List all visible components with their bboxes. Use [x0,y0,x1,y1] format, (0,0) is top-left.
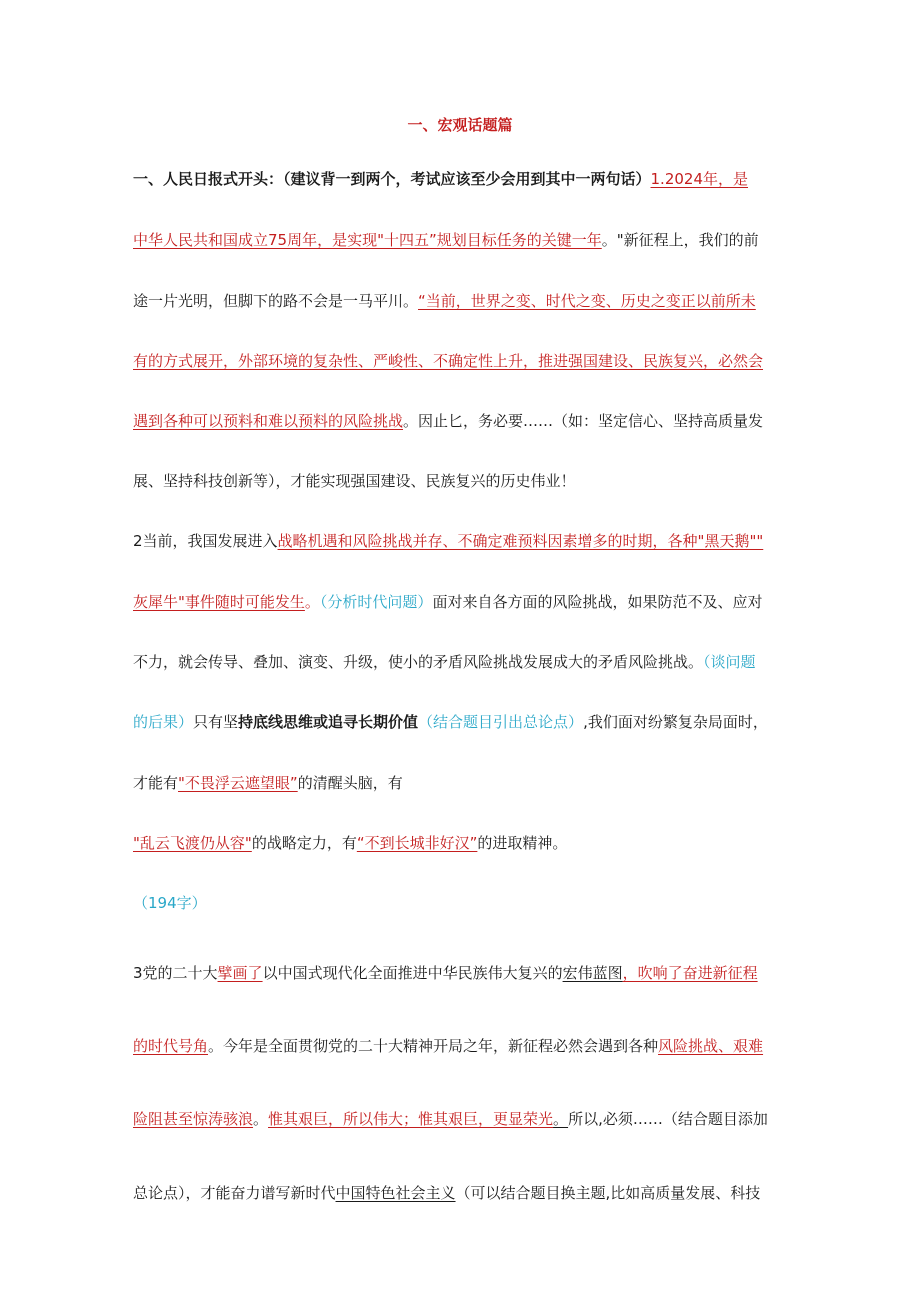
body-text: 只有坚 [193,713,239,731]
paragraph-line-17 [133,1182,793,1204]
body-text: 的进取精神。 [477,834,568,852]
heading-text: 一、人民日报式开头：（建议背一到两个，考试应该至少会用到其中一两句话） [133,170,651,188]
highlight-text: 的时代号角 [133,1037,209,1055]
paragraph-line-4 [133,350,793,372]
annotation-text: （分析时代问题） [319,593,433,611]
body-text: 的战略定力，有 [251,834,357,852]
paragraph-line-8 [133,591,793,613]
annotation-text: （194字） [133,894,207,912]
body-text: 总论点），才能奋力谱写新时代 [133,1184,336,1202]
underlined-text: 中国特色社会主义 [335,1184,456,1202]
annotation-text: 的后果） [133,713,194,731]
highlight-text: 惟其艰巨，所以伟大；惟其艰巨，更显荣光 [268,1110,554,1128]
body-text: 。今年是全面贯彻党的二十大精神开局之年，新征程必然会遇到各种 [208,1037,659,1055]
body-text: 不力，就会传导、叠加、演变、升级，使小的矛盾风险挑战发展成大的矛盾风险挑战。 [133,653,704,671]
paragraph-line-9 [133,651,793,673]
highlight-text: 战略机遇和风险挑战并存、不确定难预料因素增多的时期，各种"黑天鹅"" [277,532,764,550]
body-text: 展、坚持科技创新等），才能实现强国建设、民族复兴的历史伟业！ [133,472,576,490]
highlight-text: 中华人民共和国成立75周年，是实现"十四五”规划目标任务的关键一年 [133,231,602,249]
highlight-text: "不畏浮云遮望眼” [178,774,298,792]
annotation-text: （结合题目引出总论点） [418,713,584,731]
highlight-text: 擘画了 [217,964,263,982]
body-text: 。因止匕，务必要……（如：坚定信心、坚持高质量发 [403,412,764,430]
paragraph-line-1 [133,168,793,190]
body-text: 才能有 [133,774,179,792]
highlight-text: “不到长城非好汉” [356,834,478,852]
highlight-text: 险阻甚至惊涛骇浪 [133,1110,254,1128]
bold-text: 持底线思维或追寻长期价值 [238,713,419,731]
body-text: 途一片光明，但脚下的路不会是一马平川。 [133,292,419,310]
highlight-text: 风险挑战、艰难 [658,1037,764,1055]
body-text: 以中国式现代化全面推进中华民族伟大复兴的 [262,964,563,982]
paragraph-line-3 [133,290,793,312]
highlight-text: 有的方式展开，外部环境的复杂性、严峻性、不确定性上升，推进强国建设、民族复兴，必然会 [133,352,764,370]
highlight-text: 遇到各种可以预料和难以预料的风险挑战 [133,412,404,430]
body-text: ,我们面对纷繁复杂局面时， [583,713,768,731]
highlight-text: "乱云飞渡仍从容" [133,834,252,852]
body-text: 。 [253,1110,269,1128]
body-text: （可以结合题目换主题,比如高质量发展、科技 [455,1184,761,1202]
word-count [133,892,793,914]
paragraph-line-14 [133,962,793,984]
paragraph-line-16 [133,1108,793,1130]
paragraph-line-11 [133,772,793,794]
highlight-text: 灰犀牛"事件随时可能发生 [133,593,305,611]
highlight-text: 1.2024年，是 [650,170,749,188]
body-text: 3党的二十大 [133,964,218,982]
underlined-text: 宏伟蓝图 [562,964,623,982]
punctuation-text: 。 [304,593,320,611]
body-text: 面对来自各方面的风险挑战，如果防范不及、应对 [432,593,763,611]
paragraph-line-15 [133,1035,793,1057]
annotation-text: （谈问题 [703,653,756,671]
highlight-text: “当前，世界之变、时代之变、历史之变正以前所未 [418,292,756,310]
highlight-text: ，吹响了奋进新征程 [622,964,758,982]
punctuation-text: 。 [553,1110,569,1128]
body-text: 所以,必须……（结合题目添加 [568,1110,768,1128]
paragraph-line-7 [133,530,793,552]
paragraph-line-2 [133,229,793,251]
paragraph-line-10 [133,711,793,733]
body-text: 的清醒头脑，有 [297,774,403,792]
paragraph-line-5 [133,410,793,432]
paragraph-line-6 [133,470,793,492]
paragraph-line-12 [133,832,793,854]
section-title: 一、宏观话题篇 [407,116,513,134]
body-text: 。"新征程上，我们的前 [601,231,759,249]
body-text: 2当前，我国发展进入 [133,532,278,550]
